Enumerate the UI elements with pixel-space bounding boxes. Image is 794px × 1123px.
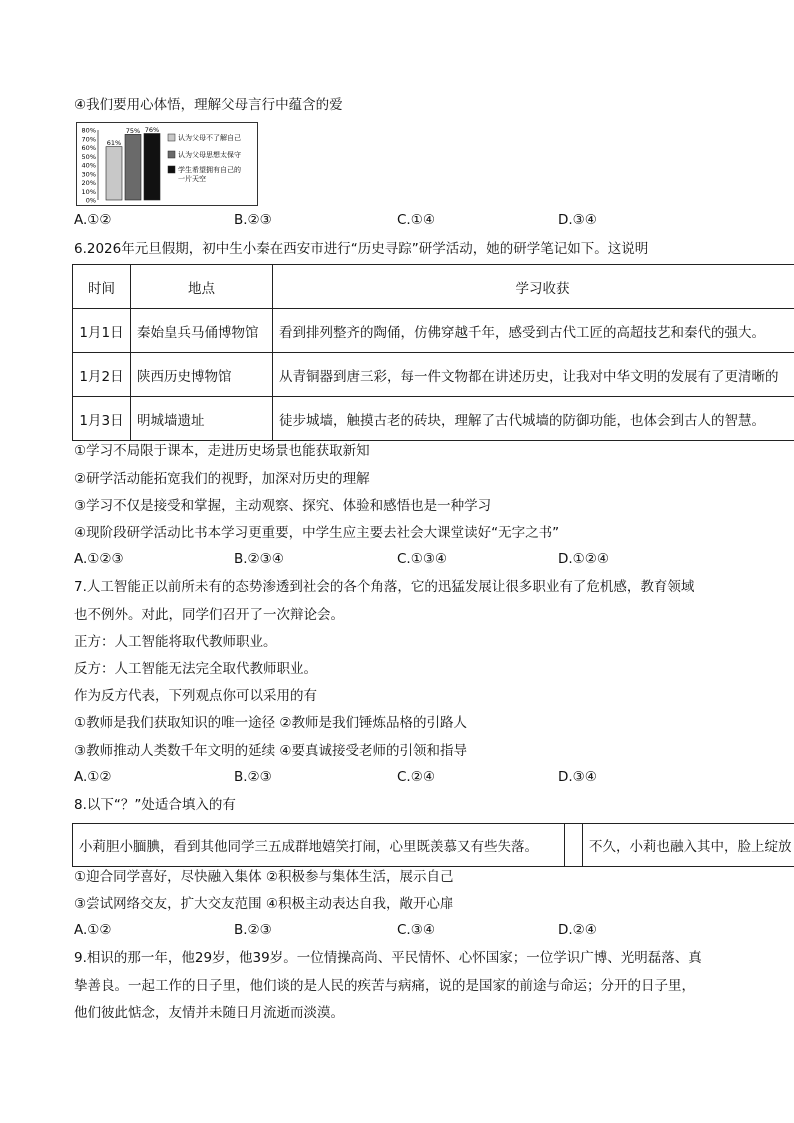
y-tick-label: 40% bbox=[81, 161, 96, 170]
q8-choice-b[interactable]: B.②③ bbox=[234, 922, 272, 938]
header-time: 时间 bbox=[73, 265, 131, 309]
q7-statements-1: ①教师是我们获取知识的唯一途径 ②教师是我们锤炼品格的引路人 bbox=[74, 715, 467, 731]
q7-choice-d[interactable]: D.③④ bbox=[558, 769, 597, 785]
row-2-place: 陕西历史博物馆 bbox=[131, 353, 273, 397]
q6-statement-3: ③学习不仅是接受和掌握，主动观察、探究、体验和感悟也是一种学习 bbox=[74, 498, 492, 514]
legend-swatch bbox=[168, 134, 175, 141]
q9-line-3: 他们彼此惦念，友情并未随日月流逝而淡漠。 bbox=[74, 1005, 344, 1021]
q5-choices bbox=[74, 212, 774, 230]
q8-choice-a[interactable]: A.①② bbox=[74, 922, 112, 938]
header-gain: 学习收获 bbox=[273, 265, 794, 309]
y-tick-label: 20% bbox=[81, 179, 96, 187]
q8-statements-1: ①迎合同学喜好，尽快融入集体 ②积极参与集体生活，展示自己 bbox=[74, 869, 454, 885]
y-tick-label: 30% bbox=[81, 170, 96, 179]
q7-ask: 作为反方代表，下列观点你可以采用的有 bbox=[74, 688, 317, 704]
row-1-gain: 看到排列整齐的陶俑，仿佛穿越千年，感受到古代工匠的高超技艺和秦代的强大。 bbox=[273, 309, 794, 353]
row-1-date: 1月1日 bbox=[73, 309, 131, 353]
legend-swatch bbox=[168, 166, 175, 173]
q8-choices bbox=[74, 922, 774, 940]
research-notes-table bbox=[72, 264, 794, 441]
bar-value-label: 76% bbox=[144, 126, 160, 134]
q7-pro: 正方：人工智能将取代教师职业。 bbox=[74, 634, 277, 650]
q7-choice-a[interactable]: A.①② bbox=[74, 769, 112, 785]
table-row bbox=[73, 309, 794, 353]
q5-choice-c[interactable]: C.①④ bbox=[397, 212, 435, 228]
y-tick-label: 50% bbox=[81, 152, 96, 161]
row-1-place: 秦始皇兵马俑博物馆 bbox=[131, 309, 273, 353]
y-tick-label: 70% bbox=[81, 135, 96, 144]
bar bbox=[106, 147, 122, 200]
row-2-gain: 从青铜器到唐三彩，每一件文物都在讲述历史，让我对中华文明的发展有了更清晰的 bbox=[273, 353, 794, 397]
q8-cell-before: 小莉胆小腼腆，看到其他同学三五成群地嬉笑打闹，心里既羡慕又有些失落。 bbox=[73, 824, 565, 867]
legend-label: 认为父母思想太保守 bbox=[178, 151, 241, 159]
q8-stem: 8.以下“？”处适合填入的有 bbox=[74, 797, 236, 813]
q6-choice-b[interactable]: B.②③④ bbox=[234, 551, 284, 567]
q6-statement-1: ①学习不局限于课本，走进历史场景也能获取新知 bbox=[74, 443, 370, 459]
legend-label: 认为父母不了解自己 bbox=[178, 134, 241, 142]
q5-choice-d[interactable]: D.③④ bbox=[558, 212, 597, 228]
q5-choice-b[interactable]: B.②③ bbox=[234, 212, 272, 228]
legend-swatch bbox=[168, 151, 175, 158]
table-header-row bbox=[73, 265, 794, 309]
table-row bbox=[73, 824, 794, 867]
bar bbox=[125, 134, 141, 200]
q8-statements-2: ③尝试网络交友，扩大交友范围 ④积极主动表达自我，敞开心扉 bbox=[74, 896, 454, 912]
q7-choices bbox=[74, 769, 774, 787]
q8-choice-d[interactable]: D.②④ bbox=[558, 922, 597, 938]
q7-stem-2: 也不例外。对此，同学们召开了一次辩论会。 bbox=[74, 607, 344, 623]
q9-line-2: 挚善良。一起工作的日子里，他们谈的是人民的疾苦与病痛，说的是国家的前途与命运；分开的日子里， bbox=[74, 978, 695, 994]
header-place: 地点 bbox=[131, 265, 273, 309]
y-tick-label: 60% bbox=[81, 144, 96, 152]
mini-bar-chart bbox=[76, 122, 258, 206]
y-tick-label: 0% bbox=[85, 196, 96, 205]
q6-statement-2: ②研学活动能拓宽我们的视野，加深对历史的理解 bbox=[74, 471, 370, 487]
q6-choices bbox=[74, 551, 774, 569]
q5-choice-a[interactable]: A.①② bbox=[74, 212, 112, 228]
q6-statement-4: ④现阶段研学活动比书本学习更重要，中学生应主要去社会大课堂读好“无字之书” bbox=[74, 525, 560, 541]
row-2-date: 1月2日 bbox=[73, 353, 131, 397]
q7-statements-2: ③教师推动人类数千年文明的延续 ④要真诚接受老师的引领和指导 bbox=[74, 743, 467, 759]
bar-value-label: 61% bbox=[106, 139, 122, 148]
row-3-gain: 徒步城墙，触摸古老的砖块，理解了古代城墙的防御功能，也体会到古人的智慧。 bbox=[273, 397, 794, 441]
table-row bbox=[73, 353, 794, 397]
q6-choice-c[interactable]: C.①③④ bbox=[397, 551, 448, 567]
table-row bbox=[73, 397, 794, 441]
bar-value-label: 75% bbox=[125, 126, 141, 135]
q6-choice-d[interactable]: D.①②④ bbox=[558, 551, 609, 567]
q6-choice-a[interactable]: A.①②③ bbox=[74, 551, 124, 567]
q7-con: 反方：人工智能无法完全取代教师职业。 bbox=[74, 661, 317, 677]
q8-cell-after: 不久，小莉也融入其中，脸上绽放 bbox=[583, 824, 794, 867]
bar bbox=[144, 134, 160, 201]
row-3-place: 明城墙遗址 bbox=[131, 397, 273, 441]
q6-stem: 6.2026年元旦假期，初中生小秦在西安市进行“历史寻踪”研学活动，她的研学笔记如下。这说明 bbox=[74, 241, 649, 257]
legend-label: 一片天空 bbox=[178, 175, 206, 183]
q8-story-table bbox=[72, 823, 794, 867]
q7-choice-c[interactable]: C.②④ bbox=[397, 769, 435, 785]
legend-label: 学生希望拥有自己的 bbox=[178, 166, 241, 174]
q7-stem-1: 7.人工智能正以前所未有的态势渗透到社会的各个角落，它的迅猛发展让很多职业有了危机感，教育领域 bbox=[74, 579, 695, 595]
q7-choice-b[interactable]: B.②③ bbox=[234, 769, 272, 785]
q5-option-4: ④我们要用心体悟，理解父母言行中蕴含的爱 bbox=[74, 97, 343, 113]
row-3-date: 1月3日 bbox=[73, 397, 131, 441]
y-tick-label: 80% bbox=[81, 126, 96, 135]
y-tick-label: 10% bbox=[81, 187, 96, 196]
q8-cell-blank bbox=[565, 824, 583, 867]
q8-choice-c[interactable]: C.③④ bbox=[397, 922, 435, 938]
q9-line-1: 9.相识的那一年，他29岁，他39岁。一位情操高尚、平民情怀、心怀国家；一位学识广博、光明磊落、真 bbox=[74, 950, 702, 966]
